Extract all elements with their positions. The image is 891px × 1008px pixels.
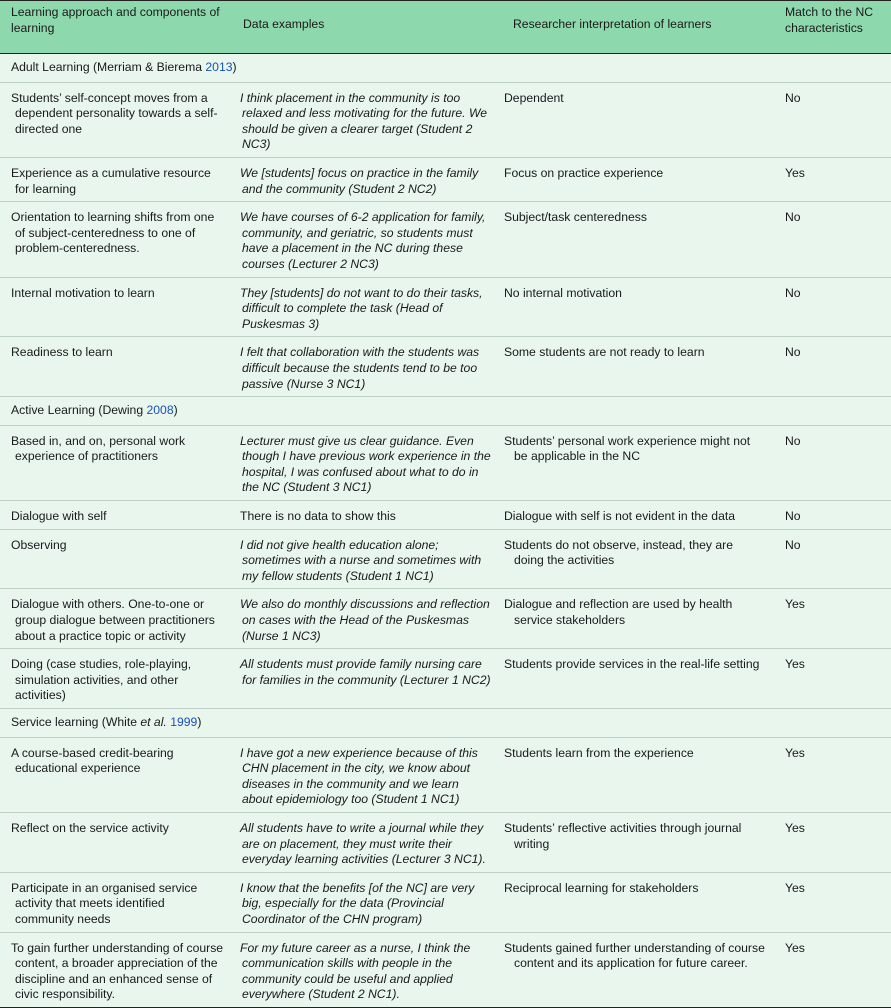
component-cell: Students’ self-concept moves from a dependent personality towards a self-directed one (0, 82, 232, 157)
data-example-cell: I have got a new experience because of this CHN placement in the city, we know about diseases in the community and we learn about epidemiology too (Student 1 NC1) (232, 737, 502, 812)
interpretation-cell (502, 277, 774, 337)
match-cell: No (774, 501, 891, 530)
interpretation-text: Reciprocal learning for stakeholders (504, 880, 699, 895)
interpretation-text: Students do not observe, instead, they are doing the activities (504, 537, 734, 568)
interpretation-cell (502, 501, 774, 530)
section-title-tail: ) (173, 403, 178, 418)
table-row (0, 82, 891, 157)
component-cell: Readiness to learn (0, 337, 232, 397)
match-cell: No (774, 82, 891, 157)
match-cell: No (774, 529, 891, 589)
interpretation-text: Students’ personal work experience might not be applicable in the NC (504, 433, 751, 464)
interpretation-text: Some students are not ready to learn (504, 345, 705, 360)
data-example-cell: All students must provide family nursing care for families in the community (Lecturer 1 NC2) (232, 649, 502, 709)
component-cell: Observing (0, 529, 232, 589)
data-example-cell: I did not give health education alone; sometimes with a nurse and sometimes with my fellow students (Student 1 NC1) (232, 529, 502, 589)
interpretation-text: Students gained further understanding of course content and its application for future career. (504, 940, 765, 971)
data-example-cell: I think placement in the community is too relaxed and less motivating for the future. We should be given a clearer target (Student 2 NC3) (232, 82, 502, 157)
table-row (0, 425, 891, 500)
data-example-cell: They [students] do not want to do their tasks, difficult to complete the task (Head of Puskesmas 3) (232, 277, 502, 337)
component-cell: A course-based credit-bearing educational experience (0, 737, 232, 812)
data-example-cell: I know that the benefits [of the NC] are very big, especially for the data (Provincial Coordinator of the CHN program) (232, 872, 502, 932)
section-title-text: Active Learning (Dewing (11, 403, 147, 418)
interpretation-text: Students learn from the experience (504, 745, 694, 760)
interpretation-cell (502, 337, 774, 397)
data-example-cell: All students have to write a journal while they are on placement, they must write their everyday learning activities (Lecturer 3 NC1). (232, 812, 502, 872)
section-et-al: et al. (140, 715, 167, 729)
section-row (0, 709, 891, 738)
match-cell: No (774, 425, 891, 500)
component-cell: To gain further understanding of course content, a broader appreciation of the discipline and an enhanced sense of civic responsibility. (0, 932, 232, 1007)
interpretation-cell (502, 872, 774, 932)
table-row (0, 649, 891, 709)
interpretation-cell (502, 932, 774, 1007)
component-cell: Dialogue with others. One-to-one or group dialogue between practitioners about a practice topic or activity (0, 589, 232, 649)
citation-year-link[interactable]: 2013 (205, 60, 233, 74)
table-row (0, 737, 891, 812)
interpretation-cell (502, 737, 774, 812)
interpretation-cell (502, 82, 774, 157)
component-cell: Reflect on the service activity (0, 812, 232, 872)
component-cell: Experience as a cumulative resource for learning (0, 157, 232, 201)
header-row (0, 1, 891, 54)
interpretation-text: Dependent (504, 90, 564, 105)
match-cell: Yes (774, 872, 891, 932)
interpretation-cell (502, 529, 774, 589)
section-title-tail: ) (232, 60, 237, 74)
table-row (0, 337, 891, 397)
interpretation-text: Students’ reflective activities through journal writing (504, 820, 742, 851)
match-cell: Yes (774, 589, 891, 649)
data-example-cell: Lecturer must give us clear guidance. Even though I have previous work experience in the hospital, I was confused about what to do in the NC (Student 3 NC1) (232, 425, 502, 500)
data-example-cell: We [students] focus on practice in the family and the community (Student 2 NC2) (232, 157, 502, 201)
table-row (0, 202, 891, 277)
section-title (0, 709, 891, 738)
section-title-text: Service learning (White (11, 715, 141, 729)
section-row (0, 54, 891, 83)
match-cell: No (774, 277, 891, 337)
interpretation-cell (502, 649, 774, 709)
interpretation-cell (502, 202, 774, 277)
header-approach: Learning approach and components of learning (0, 1, 232, 54)
match-cell: Yes (774, 932, 891, 1007)
table-body (0, 54, 891, 1008)
table-row (0, 812, 891, 872)
section-title (0, 397, 891, 426)
data-example-cell: We have courses of 6-2 application for family, community, and geriatric, so students must have a placement in the NC during these courses (Lecturer 2 NC3) (232, 202, 502, 277)
section-row (0, 397, 891, 426)
section-title (0, 54, 891, 83)
table-row (0, 157, 891, 201)
interpretation-text: Subject/task centeredness (504, 210, 647, 225)
interpretation-text: No internal motivation (504, 285, 622, 300)
component-cell: Doing (case studies, role-playing, simulation activities, and other activities) (0, 649, 232, 709)
interpretation-text: Dialogue with self is not evident in the data (504, 509, 736, 524)
interpretation-cell (502, 812, 774, 872)
component-cell: Participate in an organised service activity that meets identified community needs (0, 872, 232, 932)
data-example-cell: There is no data to show this (232, 501, 502, 530)
match-cell: Yes (774, 157, 891, 201)
match-cell: Yes (774, 812, 891, 872)
match-cell: Yes (774, 737, 891, 812)
table-row (0, 872, 891, 932)
interpretation-text: Students provide services in the real-life setting (504, 657, 760, 672)
component-cell: Dialogue with self (0, 501, 232, 530)
header-data-examples: Data examples (232, 1, 502, 54)
match-cell: No (774, 202, 891, 277)
match-cell: Yes (774, 649, 891, 709)
header-match: Match to the NC characteristics (774, 1, 891, 54)
table-row (0, 589, 891, 649)
interpretation-cell (502, 589, 774, 649)
table-row (0, 277, 891, 337)
data-example-cell: For my future career as a nurse, I think the communication skills with people in the community could be useful and applied everywhere (Student 2 NC1). (232, 932, 502, 1007)
table-row (0, 529, 891, 589)
table-row (0, 501, 891, 530)
interpretation-text: Focus on practice experience (504, 165, 664, 180)
component-cell: Orientation to learning shifts from one of subject-centeredness to one of problem-centeredness. (0, 202, 232, 277)
component-cell: Based in, and on, personal work experience of practitioners (0, 425, 232, 500)
match-cell: No (774, 337, 891, 397)
interpretation-text: Dialogue and reflection are used by health service stakeholders (504, 597, 733, 628)
interpretation-cell (502, 425, 774, 500)
section-title-tail: ) (197, 715, 202, 729)
table-row (0, 932, 891, 1007)
section-title-text: Adult Learning (Merriam & Bierema (11, 60, 206, 74)
interpretation-cell (502, 157, 774, 201)
data-example-cell: I felt that collaboration with the students was difficult because the students tend to be too passive (Nurse 3 NC1) (232, 337, 502, 397)
component-cell: Internal motivation to learn (0, 277, 232, 337)
citation-year-link[interactable]: 1999 (170, 715, 198, 729)
citation-year-link[interactable]: 2008 (146, 403, 174, 418)
header-interpretation: Researcher interpretation of learners (502, 1, 774, 54)
data-example-cell: We also do monthly discussions and reflection on cases with the Head of the Puskesmas (Nurse 1 NC3) (232, 589, 502, 649)
